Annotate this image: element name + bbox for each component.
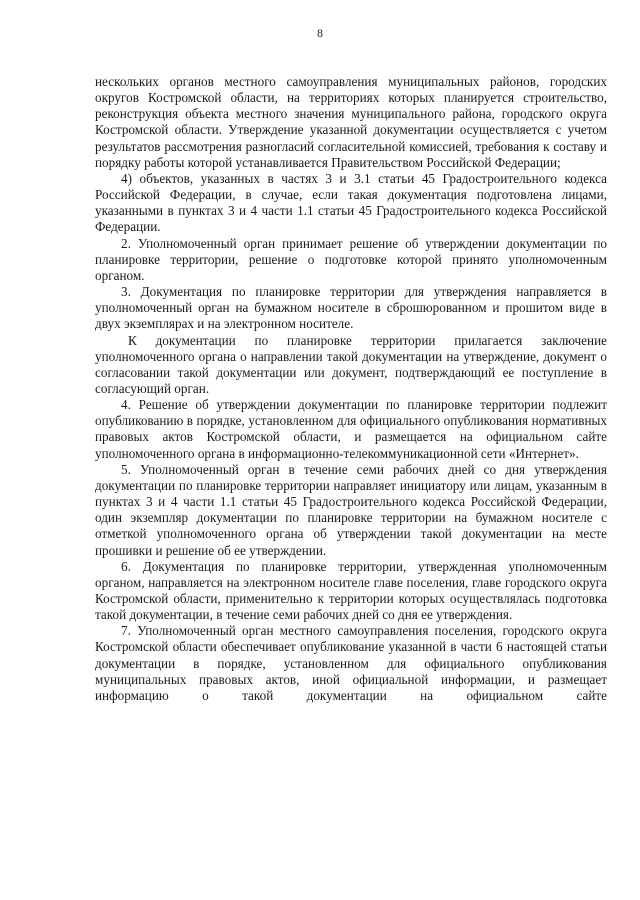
paragraph-item-4: 4) объектов, указанных в частях 3 и 3.1 статьи 45 Градостроительного кодекса Российской Федерации, в случае, если такая документация подготовлена лицами, указанными в пунктах 3 и 4 части 1.1 статьи 45 Градостроительного кодекса Российской Федерации. — [95, 170, 607, 235]
paragraph-point-3: 3. Документация по планировке территории для утверждения направляется в уполномоченный орган на бумажном носителе в сброшюрованном и прошитом виде в двух экземплярах и на электронном носителе. — [95, 284, 607, 332]
paragraph-continuation: нескольких органов местного самоуправления муниципальных районов, городских округов Костромской области, на территориях которых планируется строительство, реконструкция объекта местного значения муниципального района, городского округа Костромской области. Утверждение указанной документации осуществляется с учетом результатов рассмотрения разногласий согласительной комиссией, требования к составу и порядку работы которой устанавливается Правительством Российской Федерации; — [95, 74, 607, 170]
paragraph-point-5: 5. Уполномоченный орган в течение семи рабочих дней со дня утверждения документации по планировке территории направляет инициатору или лицам, указанным в пунктах 3 и 4 части 1.1 статьи 45 Градостроительного кодекса Российской Федерации, один экземпляр документации по планировке территории на бумажном носителе с отметкой уполномоченного органа об утверждении такой документации на месте прошивки и решение об ее утверждении. — [95, 461, 607, 558]
paragraph-attachment-note: К документации по планировке территории прилагается заключение уполномоченного органа о направлении такой документации на утверждение, документ о согласовании такой документации или документ, подтверждающий ее поступление в согласующий орган. — [95, 332, 607, 396]
document-body — [95, 74, 607, 704]
paragraph-point-2: 2. Уполномоченный орган принимает решение об утверждении документации по планировке территории, решение о подготовке которой принято уполномоченным органом. — [95, 235, 607, 283]
paragraph-point-4: 4. Решение об утверждении документации по планировке территории подлежит опубликованию в порядке, установленном для официального опубликования нормативных правовых актов Костромской области, и размещается на официальном сайте уполномоченного органа в информационно-телекоммуникационной сети «Интернет». — [95, 397, 607, 461]
page-number: 8 — [317, 26, 323, 40]
paragraph-point-7: 7. Уполномоченный орган местного самоуправления поселения, городского округа Костромской области обеспечивает опубликование указанной в части 6 настоящей статьи документации в порядке, установленном для официального опубликования муниципальных правовых актов, иной официальной информации, и размещает информацию о такой документации на официальном сайте — [95, 623, 607, 703]
paragraph-point-6: 6. Документация по планировке территории, утвержденная уполномоченным органом, направляется на электронном носителе главе поселения, главе городского округа Костромской области, применительно к территории которых осуществлялась подготовка такой документации, в течение семи рабочих дней со дня ее утверждения. — [95, 558, 607, 623]
